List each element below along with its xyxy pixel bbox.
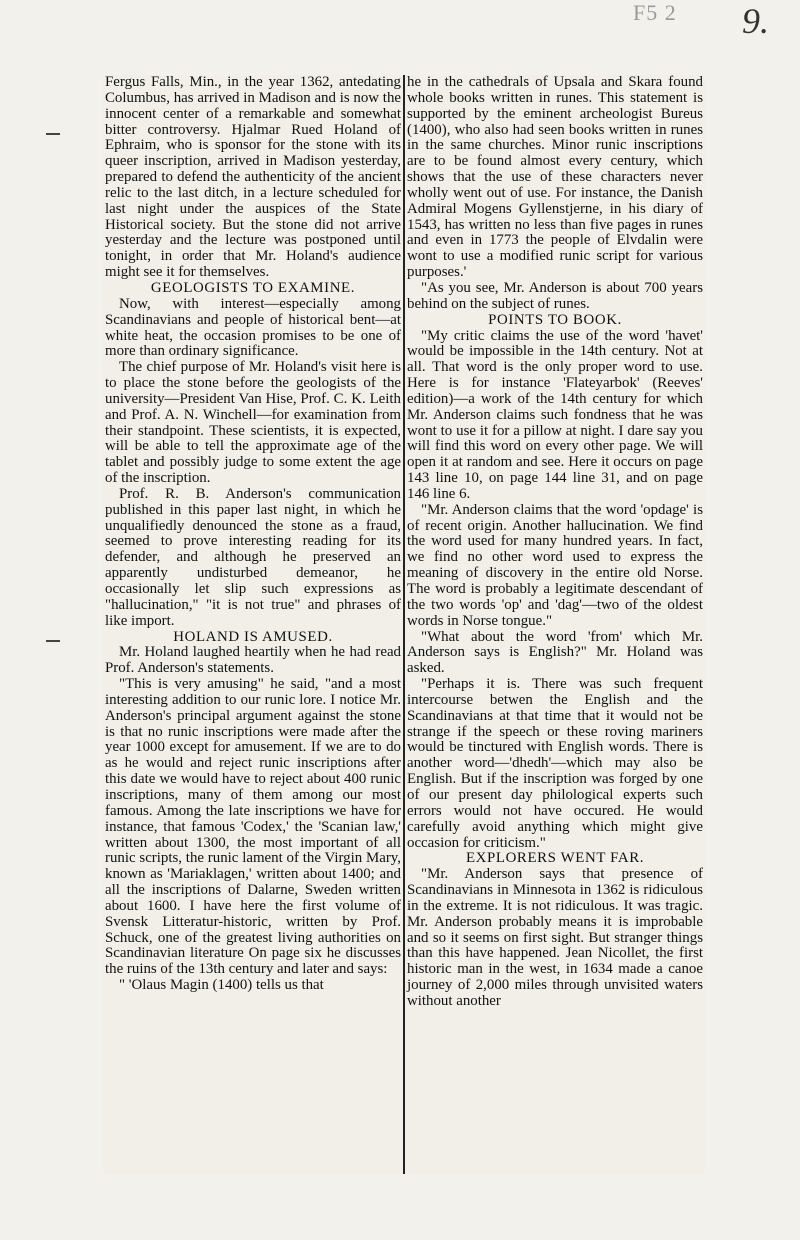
paragraph: Prof. R. B. Anderson's communication published in this paper last night, in which he unqualifiedly denounced the stone as a fraud, seemed to prove interesting reading for its defender, and although he preserved an apparently undisturbed demeanor, he occasionally let slip such expressions as "hallucination," "it is not true" and phrases of like import.: [105, 485, 401, 629]
paragraph: " 'Olaus Magin (1400) tells us that: [119, 977, 324, 994]
paragraph: Now, with interest—especially among Scandinavians and people of historical bent—at white heat, the occasion promises to be one of more than ordinary significance.: [105, 295, 401, 360]
margin-mark: [46, 640, 60, 642]
paragraph: The chief purpose of Mr. Holand's visit here is to place the stone before the geologists of the university—President Van Hise, Prof. C. K. Leith and Prof. A. N. Winchell—for examination from their standpoint. These scientists, it is expected, will be able to tell the approximate age of the tablet and possibly judge to some extent the age of the inscription.: [105, 359, 401, 487]
right-column: [407, 75, 703, 1010]
paragraph: Fergus Falls, Min., in the year 1362, antedating Columbus, has arrived in Madison and is now the innocent center of a remarkable and somewhat bitter controversy. Hjalmar Rued Holand of Ephraim, who is sponsor for the stone with its queer inscription, arrived in Madison yesterday, prepared to defend the authenticity of the ancient relic to the last ditch, in a lecture scheduled for last night under the auspices of the State Historical society. But the stone did not arrive yesterday and the lecture was postponed until tonight, in order that Mr. Holand's audience might see it for themselves.: [105, 74, 401, 281]
pencil-annotation: F5 2: [633, 0, 677, 25]
paragraph: "This is very amusing" he said, "and a most interesting addition to our runic lore. I notice Mr. Anderson's principal argument against the stone is that no runic inscriptions were made after the year 1000 except for amusement. If we are to do as he would and reject runic inscriptions after this date we would have to reject about 400 runic inscriptions, many of them among our most famous. Among the late inscriptions we have for instance, that famous 'Codex,' the 'Scanian law,' written about 1300, the most important of all runic scripts, the runic lament of the Virgin Mary, known as 'Mariaklagen,' written about 1400; and all the inscriptions of Dalarne, Sweden written about 1600. I have here the first volume of Svensk Litteratur-historic, written by Prof. Schuck, one of the greatest living authorities on Scandinavian literature On page six he discusses the ruins of the 13th century and later and says:: [105, 676, 401, 978]
paragraph: "Perhaps it is. There was such frequent intercourse betwen the English and the Scandinavians at that time that it would not be strange if the speech or these roving mariners would be tinctured with English words. There is another word—'dhedh'—which may also be English. But if the inscription was forged by one of our present day philological experts such errors would not have occured. He would carefully avoid anything which might give occasion for criticism.": [407, 676, 703, 851]
margin-mark: [46, 133, 60, 135]
newspaper-clipping: [103, 75, 705, 1174]
section-heading: EXPLORERS WENT FAR.: [465, 850, 645, 867]
column-rule: [403, 75, 405, 1174]
paragraph: "Mr. Anderson says that presence of Scandinavians in Minnesota in 1362 is ridiculous in the extreme. It is not ridiculous. It was tragic. Mr. Anderson probably means it is improbable and so it seems on first sight. But stranger things than this have happened. Jean Nicollet, the first historic man in the west, in 1634 made a canoe journey of 2,000 miles through unvisited waters without another: [407, 866, 703, 1009]
section-heading: POINTS TO BOOK.: [488, 311, 622, 328]
paragraph: Mr. Holand laughed heartily when he had read Prof. Anderson's statements.: [105, 644, 401, 677]
left-column: [105, 75, 401, 994]
paragraph: "My critic claims the use of the word 'havet' would be impossible in the 14th century. Not at all. That word is the only proper word to use. Here is for instance 'Flateyarbok' (Reeves' edition)—a work of the 14th century for which Mr. Anderson claims such fondness that he was wont to use it for a pillow at night. I dare say you will find this word on every other page. We will open it at random and see. Here it occurs on page 143 line 10, on page 144 line 31, and on page 146 line 6.: [407, 327, 703, 502]
paragraph: he in the cathedrals of Upsala and Skara found whole books written in runes. This statement is supported by the eminent archeologist Bureus (1400), who also had seen books written in runes in the same churches. Minor runic inscriptions are to be found almost every century, which shows that the use of these characters never wholly went out of use. For instance, the Danish Admiral Mogens Gyllenstjerne, in his diary of 1543, has written no less than five pages in runes and even in 1773 the people of Elvdalin were wont to use a modified runic script for various purposes.': [407, 74, 703, 281]
paragraph: "What about the word 'from' which Mr. Anderson says is English?" Mr. Holand was asked.: [407, 628, 703, 677]
paragraph: "Mr. Anderson claims that the word 'opdage' is of recent origin. Another hallucination. We find the word used for many hundred years. In fact, we find no other word used to express the meaning of discovery in the entire old Norse. The word is probably a legitimate descendant of the two words 'op' and 'dag'—two of the oldest words in Norse tongue.": [407, 501, 703, 629]
section-heading: HOLAND IS AMUSED.: [173, 628, 333, 645]
section-heading: GEOLOGISTS TO EXAMINE.: [150, 279, 356, 296]
paragraph: "As you see, Mr. Anderson is about 700 years behind on the subject of runes.: [407, 279, 703, 312]
page-number: 9.: [742, 1, 769, 41]
